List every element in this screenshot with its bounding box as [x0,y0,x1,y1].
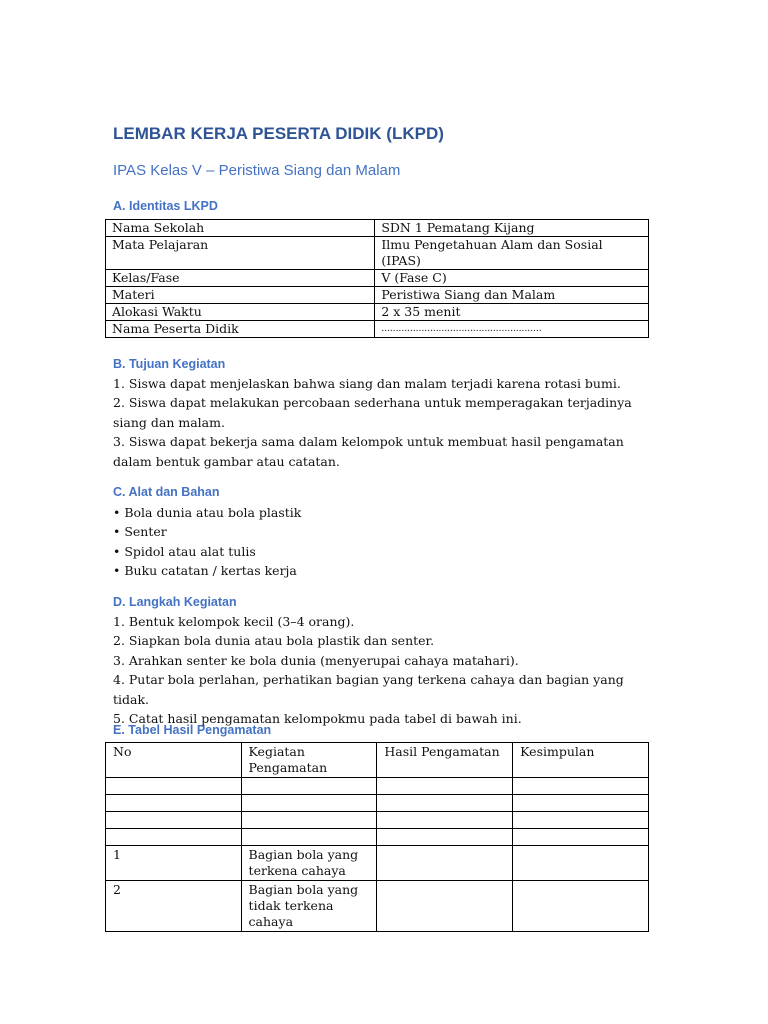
table-row [106,778,649,795]
table-row [106,270,649,287]
table-row [106,321,649,338]
identity-value: V (Fase C) [375,270,649,287]
table-cell[interactable] [513,881,649,932]
document-subtitle: IPAS Kelas V – Peristiwa Siang dan Malam [113,162,401,179]
table-cell[interactable] [513,778,649,795]
identity-label: Materi [106,287,375,304]
list-item: 3. Siswa dapat bekerja sama dalam kelompok untuk membuat hasil pengamatan dalam bentuk gambar atau catatan. [113,434,624,469]
identity-value: Ilmu Pengetahuan Alam dan Sosial (IPAS) [375,237,649,270]
column-header: Kesimpulan [513,743,649,778]
identity-table [105,219,649,338]
table-cell: 2 [106,881,242,932]
observation-table [105,742,649,932]
table-cell[interactable] [513,795,649,812]
table-cell[interactable] [377,846,513,881]
table-row [106,220,649,237]
table-cell[interactable] [377,812,513,829]
materials-list [113,503,658,581]
section-c-heading: C. Alat dan Bahan [113,485,220,499]
table-row [106,304,649,321]
table-cell[interactable] [106,812,242,829]
column-header: Hasil Pengamatan [377,743,513,778]
identity-label: Mata Pelajaran [106,237,375,270]
identity-label: Alokasi Waktu [106,304,375,321]
identity-label: Nama Peserta Didik [106,321,375,338]
identity-value: Peristiwa Siang dan Malam [375,287,649,304]
table-row [106,795,649,812]
section-d-heading: D. Langkah Kegiatan [113,595,237,609]
list-item: 2. Siswa dapat melakukan percobaan sederhana untuk memperagakan terjadinya siang dan malam. [113,395,632,430]
objectives-list [113,374,658,471]
table-cell[interactable] [377,881,513,932]
list-item: • Spidol atau alat tulis [113,543,256,559]
list-item: 5. Catat hasil pengamatan kelompokmu pada tabel di bawah ini. [113,711,522,727]
table-cell[interactable] [106,829,242,846]
table-cell[interactable] [241,795,377,812]
list-item: 4. Putar bola perlahan, perhatikan bagian yang terkena cahaya dan bagian yang tidak. [113,672,624,707]
list-item: 1. Bentuk kelompok kecil (3–4 orang). [113,614,355,629]
table-cell: Bagian bola yang terkena cahaya [241,846,377,881]
table-row [106,846,649,881]
table-cell[interactable] [377,795,513,812]
table-cell[interactable] [513,846,649,881]
document-title: LEMBAR KERJA PESERTA DIDIK (LKPD) [113,124,444,143]
table-cell[interactable] [241,778,377,795]
table-cell[interactable] [377,778,513,795]
student-name-field[interactable]: ........................................................ [375,321,649,338]
table-row [106,812,649,829]
table-cell[interactable] [106,778,242,795]
list-item: 2. Siapkan bola dunia atau bola plastik dan senter. [113,633,435,649]
identity-label: Nama Sekolah [106,220,375,237]
list-item: • Senter [113,524,167,540]
table-cell[interactable] [513,829,649,846]
table-cell[interactable] [241,829,377,846]
identity-value: SDN 1 Pematang Kijang [375,220,649,237]
column-header: Kegiatan Pengamatan [241,743,377,778]
list-item: 3. Arahkan senter ke bola dunia (menyerupai cahaya matahari). [113,652,519,668]
table-row [106,287,649,304]
table-row [106,881,649,932]
column-header: No [106,743,242,778]
identity-label: Kelas/Fase [106,270,375,287]
list-item: • Bola dunia atau bola plastik [113,505,302,520]
table-cell: 1 [106,846,242,881]
table-cell: Bagian bola yang tidak terkena cahaya [241,881,377,932]
table-cell[interactable] [513,812,649,829]
table-row [106,237,649,270]
identity-value: 2 x 35 menit [375,304,649,321]
section-e-heading: E. Tabel Hasil Pengamatan [113,723,272,737]
section-b-heading: B. Tujuan Kegiatan [113,357,226,371]
table-cell[interactable] [241,812,377,829]
list-item: • Buku catatan / kertas kerja [113,563,297,579]
list-item: 1. Siswa dapat menjelaskan bahwa siang dan malam terjadi karena rotasi bumi. [113,376,621,391]
table-cell[interactable] [377,829,513,846]
section-a-heading: A. Identitas LKPD [113,199,218,213]
table-header-row [106,743,649,778]
steps-list [113,612,658,728]
table-row [106,829,649,846]
table-cell[interactable] [106,795,242,812]
